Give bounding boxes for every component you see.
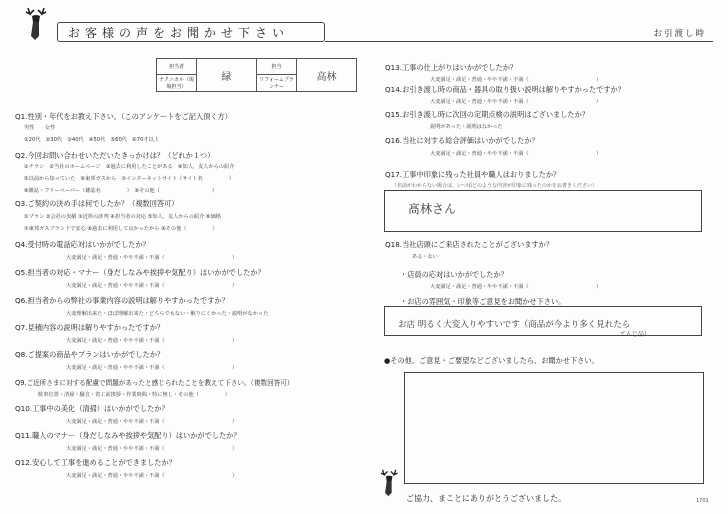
q11-question: Q11.職人のマナー（身だしなみや挨拶や気配り）はいかがでしたか？ <box>15 431 241 440</box>
q7-question: Q7.見積内容の説明は解りやすかったですか？ <box>15 323 165 332</box>
q15-question: Q15.お引き渡し時に次回の定期点検の説明はございましたか？ <box>385 110 589 119</box>
q8-options: 大変満足・満足・普通・やや不満・不満（ ） <box>66 365 238 371</box>
q12-question: Q12.安心して工事を進めることができましたか？ <box>15 458 176 467</box>
assignee-name: 高林 <box>297 59 357 92</box>
assignee-sub-label: リフォームプランナー <box>257 75 297 92</box>
q17-note: （名前がわからない場合は、いつ頃どのような内容が印象に残ったのかをお書きください） <box>392 183 598 189</box>
q9-question: Q9.ご近所さまに対する配慮で問題があったと感じられたことを教えて下さい。（複数回答可） <box>15 379 294 387</box>
q5-question: Q5.担当者の対応・マナー（身だしなみや挨拶や気配り）はいかがでしたか？ <box>15 268 265 277</box>
q3-options-row2: ⑦東邦ガスブランドで安心 ⑧過去に利用して良かったから ⑨その他（ ） <box>24 226 218 232</box>
sales-label: 担当者 <box>157 59 197 75</box>
right-header-divider <box>383 41 713 42</box>
other-comments-label: ●その他、ご意見・ご要望などございましたら、お聞かせ下さい。 <box>384 356 599 365</box>
q12-options: 大変満足・満足・普通・やや不満・不満（ ） <box>66 473 238 479</box>
q17-question: Q17.工事中印象に残った社員や職人はおりましたか？ <box>385 170 561 179</box>
q1-question: Q1.性別・年代をお教え下さい。（このアンケートをご記入頂く方） <box>15 112 232 121</box>
q13-options: 大変満足・満足・普通・やや不満・不満（ ） <box>430 77 602 83</box>
q18-sub2-question: ・お店の雰囲気・印象等ご意見をお聞かせ下さい。 <box>400 297 566 306</box>
form-code: 1701 <box>696 498 709 504</box>
q10-options: 大変満足・満足・普通・やや不満・不満（ ） <box>66 419 238 425</box>
q3-options-row1: ①プラン ②会社の実績 ③近所の評判 ④担当者の対応 ⑤知人、友人からの紹介 ⑥価格 <box>24 214 221 220</box>
q10-question: Q10.工事中の美化（清掃）はいかがでしたか？ <box>15 404 169 413</box>
thanks-message: ご協力、まことにありがとうございました。 <box>406 494 566 503</box>
q3-question: Q3.ご契約の決め手は何でしたか？（複数回答可） <box>15 199 179 208</box>
q18-question: Q18.当社店頭にご来店されたことがございますか？ <box>385 240 554 249</box>
q2-options-row2: ⑤以前から知っていた ⑥東邦ガスから ⑦インターネットサイト（サイト名 ） <box>24 176 234 182</box>
other-comments-box <box>404 372 704 484</box>
sales-sub-label: テクニカル（現場担当） <box>157 75 197 92</box>
q8-question: Q8.ご提案の商品やプランはいかがでしたか？ <box>15 350 165 359</box>
page-title: お客様の声をお聞かせ下さい <box>57 22 325 42</box>
q16-question: Q16.当社に対する総合評価はいかがでしたか？ <box>385 136 539 145</box>
q7-options: 大変満足・満足・普通・やや不満・不満（ ） <box>66 338 238 344</box>
right-header-title: お引渡し時 <box>653 29 706 39</box>
q2-question: Q2.今回お問い合わせいただいたきっかけは？（どれか１つ） <box>15 151 215 160</box>
q18-options: ある・ない <box>412 254 438 260</box>
deer-logo-icon <box>20 6 54 42</box>
q14-question: Q14.お引き渡し時の商品・器具の取り扱い説明は解りやすかったですか？ <box>385 85 625 94</box>
q5-options: 大変満足・満足・普通・やや不満・不満（ ） <box>66 283 238 289</box>
q14-options: 大変満足・満足・普通・やや不満・不満（ ） <box>430 99 602 105</box>
q13-question: Q13.工事の仕上がりはいかがでしたか？ <box>385 63 518 72</box>
q18-sub1-question: ・店員の応対はいかがでしたか？ <box>400 270 508 279</box>
q18-answer-line1: お店 明るく大変入りやすいです（商品が今より多く見れたら <box>398 320 631 330</box>
q2-options-row3: ⑧雑誌・フリーペーパー（雑誌名 ） ⑨その他（ ） <box>24 188 217 194</box>
q2-options-row1: ①チラシ ②当社のホームページ ③過去に利用したことがある ④知人、友人からの紹介 <box>24 164 235 170</box>
q17-answer: 髙林さん <box>408 202 457 216</box>
staff-table <box>156 58 357 92</box>
q18-sub1-options: 大変満足・満足・普通・やや不満・不満（ ） <box>430 284 602 290</box>
q6-options: 大変理解出来た・ほぼ理解出来た・どちらでもない・解りにくかった・説明がなかった <box>66 311 269 317</box>
sales-name: 緑 <box>197 59 257 92</box>
q11-options: 大変満足・満足・普通・やや不満・不満（ ） <box>66 446 238 452</box>
title-divider <box>325 41 385 42</box>
q4-question: Q4.受付時の電話応対はいかがでしたか？ <box>15 240 150 249</box>
assignee-label: 担当 <box>257 59 297 75</box>
q4-options: 大変満足・満足・普通・やや不満・不満（ ） <box>66 255 238 261</box>
q15-options: 説明があった・説明はなかった <box>430 124 503 130</box>
q18-answer-line2: てんじ品） <box>620 331 651 338</box>
q6-question: Q6.担当者からの弊社の事業内容の説明は解りやすかったですか？ <box>15 296 229 305</box>
q9-options: 駐車位置・清掃・騒音・着工前挨拶・作業時間・特に無し・その他（ ） <box>38 392 230 398</box>
q1-gender-options: 男性 女性 <box>24 125 56 131</box>
q16-options: 大変満足・満足・普通・やや不満・不満（ ） <box>430 151 602 157</box>
q1-age-options: ①20代 ②30代 ③40代 ④50代 ⑤60代 ⑥70才以上 <box>24 137 159 143</box>
deer-logo-bottom-icon <box>376 468 404 498</box>
